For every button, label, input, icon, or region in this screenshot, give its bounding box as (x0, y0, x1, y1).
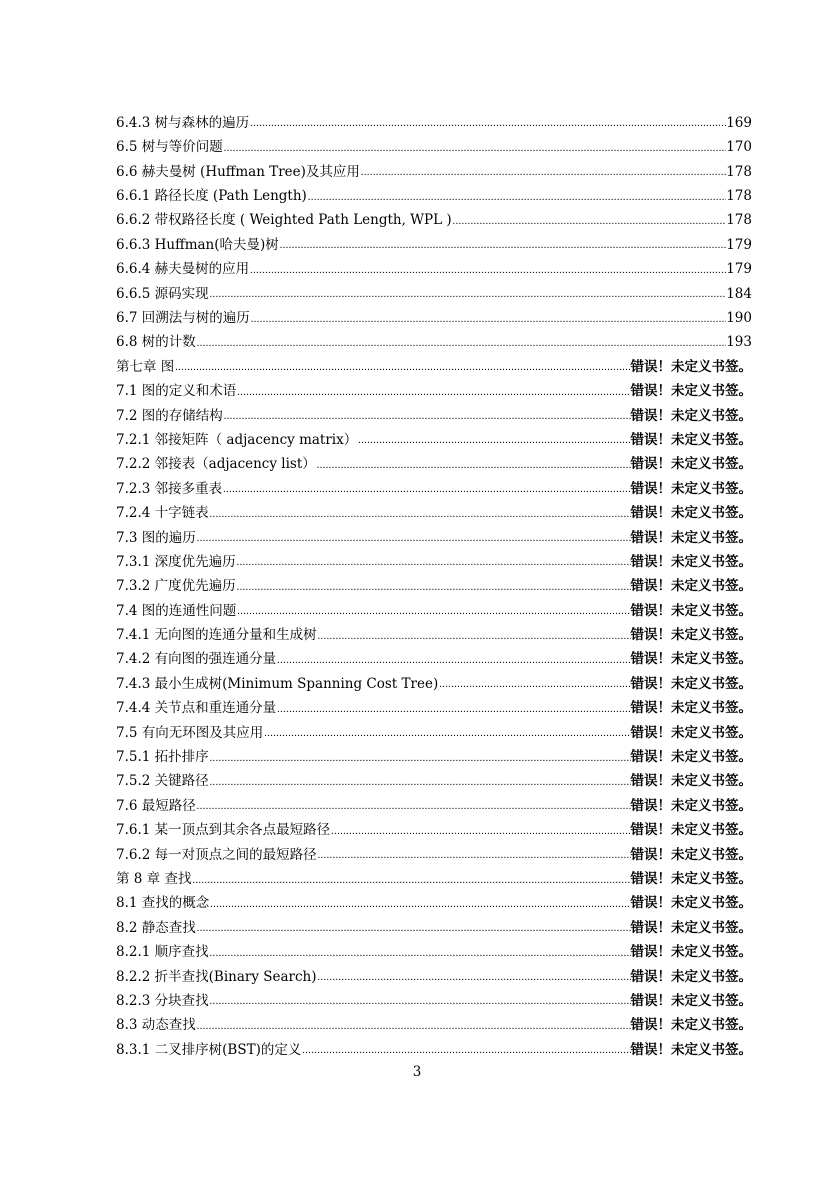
toc-bookmark-error: 错误！未定义书签。 (630, 846, 752, 863)
toc-entry-title: 6.6.1 路径长度 (Path Length) (116, 188, 307, 204)
toc-entry-title: 8.3.1 二叉排序树(BST)的定义 (116, 1041, 302, 1058)
toc-dot-leader (236, 583, 631, 594)
toc-entry-title: 7.2.3 邻接多重表 (116, 480, 223, 497)
toc-bookmark-error: 错误！未定义书签。 (630, 822, 752, 838)
toc-entry-title: 8.3 动态查找 (116, 1017, 196, 1033)
toc-entry-title: 7.3.1 深度优先遍历 (116, 553, 236, 570)
toc-entry-title: 7.1 图的定义和术语 (116, 383, 237, 399)
toc-bookmark-error: 错误！未定义书签。 (630, 749, 752, 765)
toc-entry[interactable] (116, 789, 752, 813)
toc-entry-title: 7.4.1 无向图的连通分量和生成树 (116, 627, 317, 643)
toc-dot-leader (209, 949, 631, 960)
toc-entry-title: 8.2.3 分块查找 (116, 992, 209, 1009)
toc-page-number: 193 (726, 334, 752, 350)
toc-bookmark-error: 错误！未定义书签。 (630, 456, 752, 472)
toc-bookmark-error: 错误！未定义书签。 (630, 797, 752, 814)
toc-bookmark-error: 错误！未定义书签。 (630, 944, 752, 960)
toc-dot-leader (196, 1022, 631, 1033)
toc-dot-leader (174, 363, 630, 374)
toc-bookmark-error: 错误！未定义书签。 (630, 773, 752, 789)
toc-entry[interactable] (116, 496, 752, 520)
toc-dot-leader (276, 656, 630, 667)
toc-entry-title: 7.4 图的连通性问题 (116, 602, 237, 619)
toc-entry[interactable] (116, 838, 752, 862)
toc-bookmark-error: 错误！未定义书签。 (630, 505, 752, 521)
toc-entry[interactable] (116, 301, 752, 325)
toc-dot-leader (317, 973, 631, 984)
toc-entry-title: 7.5 有向无环图及其应用 (116, 724, 264, 741)
page-number: 3 (412, 1064, 422, 1080)
toc-dot-leader (222, 485, 630, 496)
toc-entry[interactable] (116, 106, 752, 130)
toc-entry[interactable] (116, 887, 752, 911)
toc-bookmark-error: 错误！未定义书签。 (630, 553, 752, 570)
toc-dot-leader (301, 1046, 630, 1057)
toc-entry[interactable] (116, 277, 752, 301)
toc-page-number: 184 (726, 285, 752, 302)
toc-entry-title: 第 8 章 查找 (116, 871, 192, 887)
toc-entry[interactable] (116, 740, 752, 764)
toc-entry[interactable] (116, 935, 752, 959)
toc-entry[interactable] (116, 716, 752, 740)
toc-entry-title: 7.3 图的遍历 (116, 529, 196, 546)
toc-entry[interactable] (116, 423, 752, 447)
toc-entry[interactable] (116, 1033, 752, 1057)
toc-bookmark-error: 错误！未定义书签。 (630, 358, 752, 375)
toc-page-number: 178 (726, 212, 752, 228)
toc-entry[interactable] (116, 374, 752, 398)
toc-entry-title: 6.6.5 源码实现 (116, 285, 209, 302)
toc-bookmark-error: 错误！未定义书签。 (630, 383, 752, 399)
toc-entry-title: 6.6.3 Huffman(哈夫曼)树 (116, 236, 279, 253)
toc-entry-title: 7.5.1 拓扑排序 (116, 749, 209, 765)
toc-bookmark-error: 错误！未定义书签。 (630, 480, 752, 497)
toc-dot-leader (276, 705, 630, 716)
toc-entry[interactable] (116, 447, 752, 471)
toc-entry[interactable] (116, 594, 752, 618)
toc-dot-leader (209, 778, 631, 789)
toc-bookmark-error: 错误！未定义书签。 (630, 992, 752, 1009)
toc-bookmark-error: 错误！未定义书签。 (630, 431, 752, 448)
toc-entry-title: 7.4.3 最小生成树(Minimum Spanning Cost Tree) (116, 675, 439, 692)
toc-entry[interactable] (116, 326, 752, 350)
toc-entry[interactable] (116, 179, 752, 203)
toc-entry[interactable] (116, 204, 752, 228)
toc-dot-leader (357, 436, 630, 447)
toc-dot-leader (317, 851, 631, 862)
toc-bookmark-error: 错误！未定义书签。 (630, 407, 752, 424)
toc-entry-title: 8.2.2 折半查找(Binary Search) (116, 968, 317, 985)
toc-dot-leader (316, 461, 631, 472)
toc-entry[interactable] (116, 765, 752, 789)
toc-entry[interactable] (116, 960, 752, 984)
toc-entry-title: 7.6.2 每一对顶点之间的最短路径 (116, 846, 317, 863)
toc-entry-title: 7.5.2 关键路径 (116, 773, 209, 789)
toc-entry-title: 6.6.2 带权路径长度 ( Weighted Path Length, WPL ) (116, 212, 452, 228)
toc-entry-title: 8.2.1 顺序查找 (116, 944, 209, 960)
toc-dot-leader (196, 802, 631, 813)
toc-dot-leader (250, 315, 726, 326)
toc-page-number: 179 (726, 236, 752, 253)
toc-entry-title: 第七章 图 (116, 358, 175, 375)
toc-dot-leader (279, 241, 726, 252)
toc-dot-leader (307, 193, 726, 204)
toc-bookmark-error: 错误！未定义书签。 (630, 675, 752, 692)
toc-dot-leader (249, 119, 726, 130)
toc-entry[interactable] (116, 813, 752, 837)
toc-dot-leader (209, 290, 727, 301)
toc-entry-title: 7.4.4 关节点和重连通分量 (116, 700, 277, 716)
toc-entry[interactable] (116, 667, 752, 691)
toc-dot-leader (360, 168, 726, 179)
toc-entry[interactable] (116, 130, 752, 154)
toc-page-number: 169 (726, 114, 752, 131)
toc-entry-title: 6.4.3 树与森林的遍历 (116, 114, 250, 131)
toc-entry[interactable] (116, 228, 752, 252)
toc-entry[interactable] (116, 155, 752, 179)
toc-entry[interactable] (116, 911, 752, 935)
toc-dot-leader (209, 754, 631, 765)
toc-entry-title: 7.2.1 邻接矩阵（ adjacency matrix） (116, 431, 358, 448)
toc-dot-leader (223, 144, 726, 155)
toc-entry[interactable] (116, 691, 752, 715)
toc-dot-leader (196, 339, 726, 350)
toc-entry-title: 7.6.1 某一顶点到其余各点最短路径 (116, 822, 331, 838)
toc-bookmark-error: 错误！未定义书签。 (630, 529, 752, 546)
toc-entry-title: 7.2.2 邻接表（adjacency list） (116, 456, 316, 472)
toc-bookmark-error: 错误！未定义书签。 (630, 968, 752, 985)
toc-entry[interactable] (116, 350, 752, 374)
toc-entry[interactable] (116, 399, 752, 423)
toc-bookmark-error: 错误！未定义书签。 (630, 651, 752, 667)
toc-entry[interactable] (116, 643, 752, 667)
toc-entry-title: 7.2 图的存储结构 (116, 407, 223, 424)
toc-page-number: 179 (726, 261, 752, 277)
toc-dot-leader (196, 924, 631, 935)
toc-bookmark-error: 错误！未定义书签。 (630, 871, 752, 887)
toc-dot-leader (209, 510, 631, 521)
toc-page-number: 178 (726, 163, 752, 180)
toc-entry[interactable] (116, 1008, 752, 1032)
toc-bookmark-error: 错误！未定义书签。 (630, 627, 752, 643)
toc-entry-title: 8.1 查找的概念 (116, 895, 210, 911)
toc-dot-leader (209, 900, 630, 911)
toc-dot-leader (330, 827, 630, 838)
toc-bookmark-error: 错误！未定义书签。 (630, 724, 752, 741)
toc-entry[interactable] (116, 521, 752, 545)
toc-entry[interactable] (116, 618, 752, 642)
toc-page-number: 178 (726, 188, 752, 204)
toc-entry-title: 6.8 树的计数 (116, 334, 196, 350)
toc-dot-leader (317, 632, 631, 643)
toc-entry-title: 7.4.2 有向图的强连通分量 (116, 651, 277, 667)
toc-page-number: 170 (726, 139, 752, 155)
toc-entry-title: 6.6 赫夫曼树 (Huffman Tree)及其应用 (116, 163, 360, 180)
toc-bookmark-error: 错误！未定义书签。 (630, 1041, 752, 1058)
toc-dot-leader (236, 558, 631, 569)
toc-bookmark-error: 错误！未定义书签。 (630, 895, 752, 911)
toc-entry[interactable] (116, 984, 752, 1008)
toc-bookmark-error: 错误！未定义书签。 (630, 1017, 752, 1033)
toc-dot-leader (438, 680, 630, 691)
toc-dot-leader (452, 217, 727, 228)
toc-entry[interactable] (116, 862, 752, 886)
toc-entry-title: 7.6 最短路径 (116, 797, 196, 814)
toc-bookmark-error: 错误！未定义书签。 (630, 919, 752, 936)
toc-dot-leader (249, 266, 726, 277)
toc-entry-title: 7.3.2 广度优先遍历 (116, 578, 236, 594)
toc-dot-leader (263, 729, 630, 740)
toc-dot-leader (236, 607, 630, 618)
toc-bookmark-error: 错误！未定义书签。 (630, 578, 752, 594)
toc-page-number: 190 (726, 310, 752, 326)
toc-bookmark-error: 错误！未定义书签。 (630, 602, 752, 619)
toc-entry[interactable] (116, 569, 752, 593)
toc-entry-title: 7.2.4 十字链表 (116, 505, 209, 521)
table-of-contents (116, 106, 752, 1057)
toc-dot-leader (209, 997, 631, 1008)
toc-dot-leader (191, 876, 630, 887)
toc-bookmark-error: 错误！未定义书签。 (630, 700, 752, 716)
toc-entry-title: 6.7 回溯法与树的遍历 (116, 310, 250, 326)
toc-dot-leader (236, 388, 630, 399)
toc-entry[interactable] (116, 545, 752, 569)
toc-entry-title: 8.2 静态查找 (116, 919, 196, 936)
toc-entry-title: 6.5 树与等价问题 (116, 139, 223, 155)
toc-dot-leader (223, 412, 631, 423)
toc-dot-leader (196, 534, 631, 545)
toc-entry[interactable] (116, 252, 752, 276)
toc-entry-title: 6.6.4 赫夫曼树的应用 (116, 261, 250, 277)
toc-entry[interactable] (116, 472, 752, 496)
